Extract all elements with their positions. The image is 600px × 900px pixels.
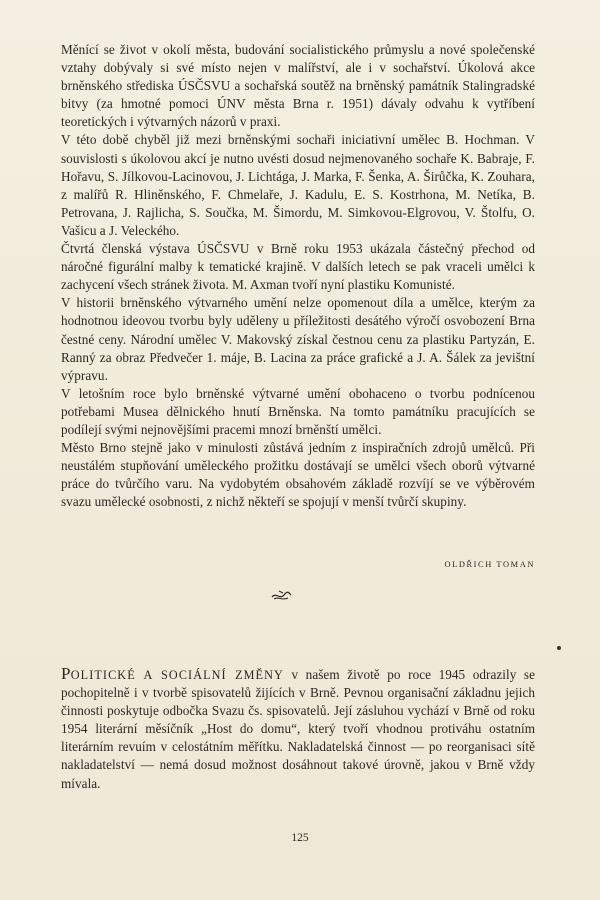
paragraph: Měnící se život v okolí města, budování socialistického průmyslu a nové společenské vztahy dobývaly si své místo nejen v malířství, ale i v sochařství. Úkolová akce brněnského střediska ÚSČSVU a sochařská soutěž na brněnský památník Stalingradské bitvy (za hmotné pomoci ÚNV města Brna r. 1951) dávaly odvahu k vytříbení teoretických i výtvarných názorů v praxi. [61,42,535,130]
paragraph: V letošním roce bylo brněnské výtvarné umění obohaceno o tvorbu podnícenou potřebami Musea dělnického hnutí Brněnska. Na tomto památníku pracujících se podílejí svými nejnovějšími pracemi mnozí brněnští umělci. [61,385,535,437]
page-number: 125 [291,832,309,844]
paragraph: V historii brněnského výtvarného umění nelze opomenout díla a umělce, kterým za hodnotnou ideovou tvorbu byly uděleny u příležitosti desátého výročí osvobození Brna čestné ceny. Národní umělec V. Makovský získal čestnou cenu za plastiku Partyzán, E. Ranný za obraz Předvečer 1. máje, B. Lacina za práce grafické a J. A. Šálek za jevištní výpravu. [61,295,535,383]
article-section-literature [61,665,535,793]
lead-initial: P [61,664,71,683]
ink-dot [557,646,561,650]
paragraph: Čtvrtá členská výstava ÚSČSVU v Brně roku 1953 ukázala částečný přechod od náročné figurální malby k tematické krajině. V dalších letech se pak vraceli umělci k zachycení všech stránek života. M. Axman tvoří nyní plastiku Komunisté. [61,241,535,293]
section-divider-ornament-icon [270,588,292,602]
paragraph [61,665,535,793]
paragraph: V této době chyběl již mezi brněnskými sochaři iniciativní umělec B. Hochman. V souvislosti s úkolovou akcí je nutno uvésti dosud nejmenovaného sochaře K. Babraje, F. Hořavu, S. Jílkovou-Lacinovou, J. Lichtága, J. Marka, F. Šenka, A. Širůčka, K. Zouhara, z malířů R. Hliněnského, F. Chmelaře, J. Kadulu, E. S. Kostrhona, M. Netíka, B. Petrovana, J. Rajlicha, S. Součka, M. Šimordu, M. Simkovou-Elgrovou, V. Štolfu, O. Vašicu a J. Veleckého. [61,132,535,238]
author-signature: OLDŘICH TOMAN [444,560,535,569]
paragraph-text: v našem životě po roce 1945 odrazily se pochopitelně i v tvorbě spisovatelů žijících v Brně. Pevnou organisační základnu jejich činnosti poskytuje odbočka Svazu čs. spisovatelů. Její zásluhou vychází v Brně od roku 1954 literární měsíčník „Host do domu“, který tvoří vhodnou protiváhu ostatním literárním revuím v celostátním měřítku. Nakladatelská činnost — po reorganisaci sítě nakladatelství — nemá dosud možnost dosáhnout takové úrovně, jakou v Brně vždy mívala. [61,667,535,791]
article-section-art [61,41,535,511]
lead-small-caps: OLITICKÉ A SOCIÁLNÍ ZMĚNY [70,668,284,682]
paragraph: Město Brno stejně jako v minulosti zůstává jedním z inspiračních zdrojů umělců. Při neustálém stupňování uměleckého prožitku dostávají se umělci všech oborů výtvarné práce do tvůrčího varu. Na vydobytém obsahovém základě rozvíjí se ve výběrovém svazu umělecké osobnosti, z nichž někteří se spojují v menší tvůrčí skupiny. [61,440,535,510]
